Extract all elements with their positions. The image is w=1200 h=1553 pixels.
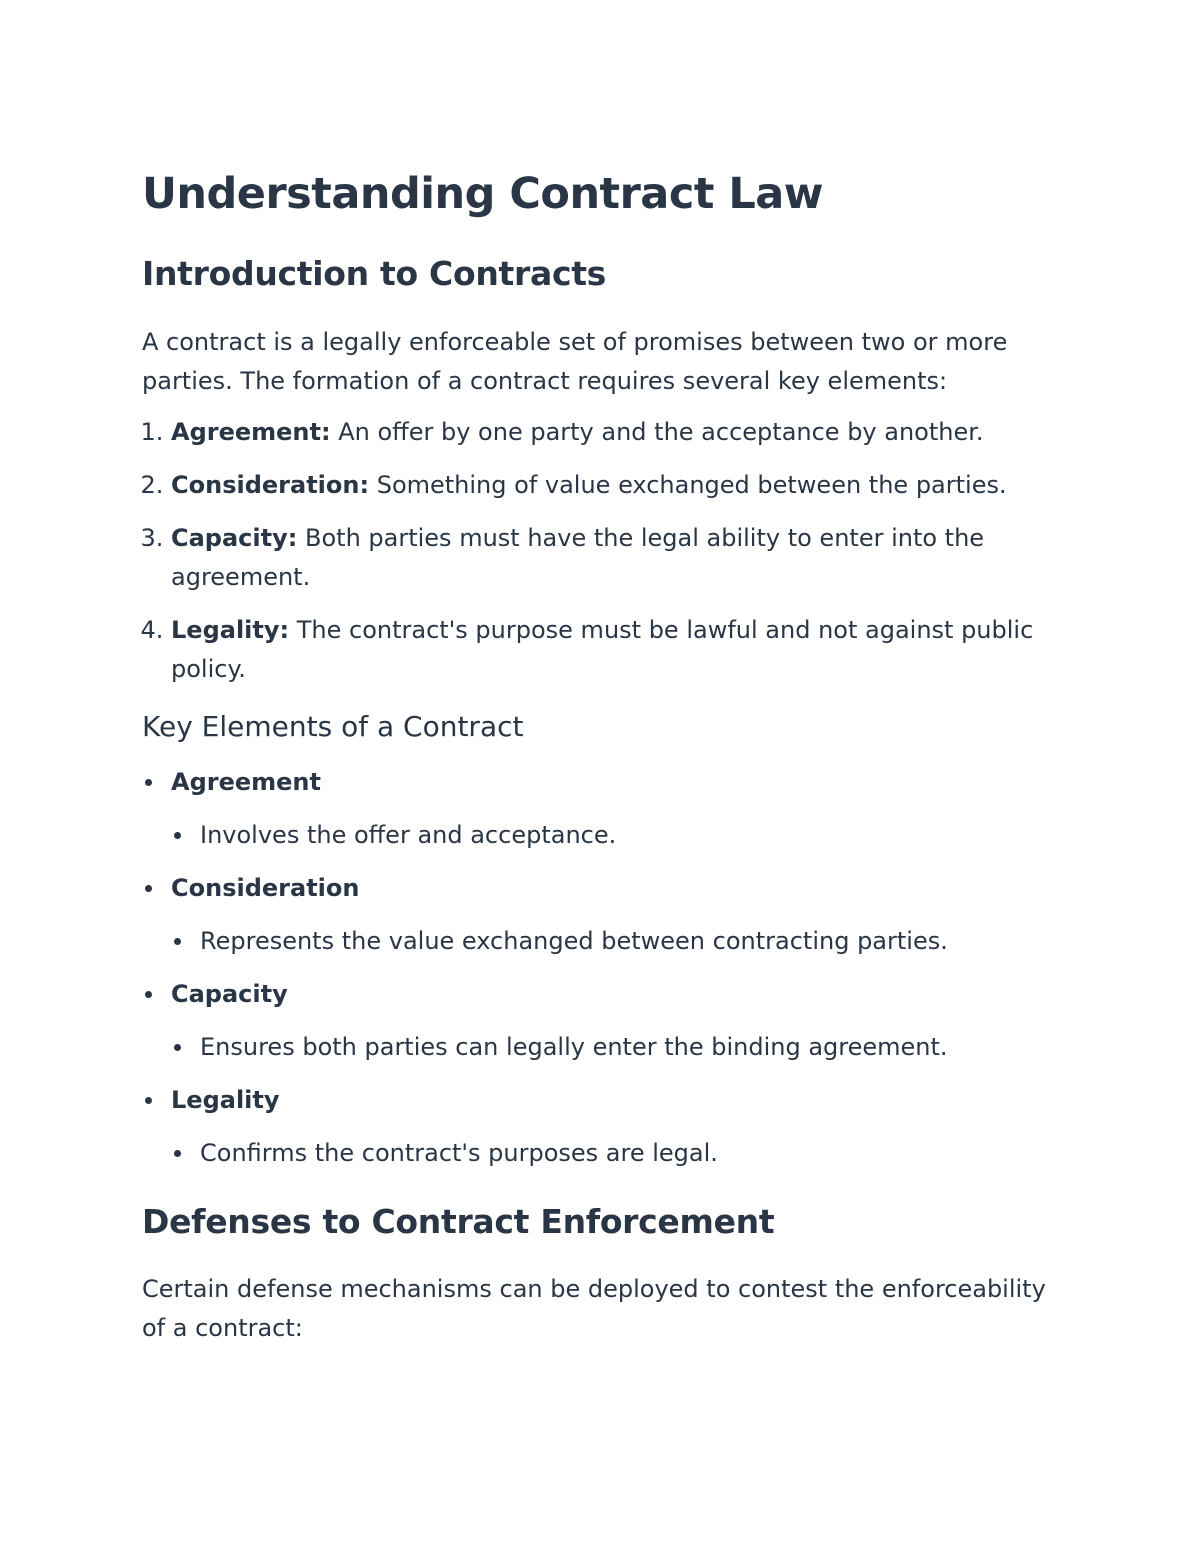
contract-elements-list <box>142 413 1052 689</box>
key-term: Capacity <box>171 980 288 1008</box>
element-term: Capacity <box>171 524 288 552</box>
key-elements-list <box>142 763 1052 1172</box>
key-elements-heading: Key Elements of a Contract <box>142 710 524 743</box>
element-separator: : <box>279 616 290 644</box>
list-item <box>142 763 1052 854</box>
sub-list <box>171 1028 1052 1066</box>
key-detail: Ensures both parties can legally enter the binding agreement. <box>171 1028 1052 1066</box>
key-detail: Involves the offer and acceptance. <box>171 816 1052 854</box>
element-separator: : <box>359 471 370 499</box>
element-text: The contract's purpose must be lawful and not against public policy. <box>171 616 1034 683</box>
document-page <box>142 160 1052 1348</box>
key-detail: Confirms the contract's purposes are legal. <box>171 1134 1052 1172</box>
element-text: Both parties must have the legal ability to enter into the agreement. <box>171 524 985 591</box>
key-detail: Represents the value exchanged between contracting parties. <box>171 922 1052 960</box>
list-item <box>171 611 1052 689</box>
list-item <box>142 975 1052 1066</box>
element-text: Something of value exchanged between the parties. <box>369 471 1007 499</box>
element-separator: : <box>287 524 298 552</box>
key-term: Consideration <box>171 874 360 902</box>
list-item <box>171 413 1052 452</box>
key-term: Agreement <box>171 768 321 796</box>
defenses-heading: Defenses to Contract Enforcement <box>142 1202 775 1241</box>
list-item <box>171 466 1052 505</box>
element-term: Legality <box>171 616 280 644</box>
element-term: Agreement <box>171 418 321 446</box>
element-term: Consideration <box>171 471 360 499</box>
list-item <box>142 1081 1052 1172</box>
introduction-heading: Introduction to Contracts <box>142 254 607 293</box>
sub-list <box>171 922 1052 960</box>
key-term: Legality <box>171 1086 280 1114</box>
list-item <box>171 519 1052 597</box>
defenses-paragraph: Certain defense mechanisms can be deployed to contest the enforceability of a contract: <box>142 1275 1046 1342</box>
element-separator: : <box>321 418 331 446</box>
document-title: Understanding Contract Law <box>142 169 823 219</box>
sub-list <box>171 816 1052 854</box>
introduction-paragraph: A contract is a legally enforceable set of promises between two or more parties. The formation of a contract requires several key elements: <box>142 328 1008 395</box>
sub-list <box>171 1134 1052 1172</box>
element-text: An offer by one party and the acceptance by another. <box>330 418 984 446</box>
list-item <box>142 869 1052 960</box>
